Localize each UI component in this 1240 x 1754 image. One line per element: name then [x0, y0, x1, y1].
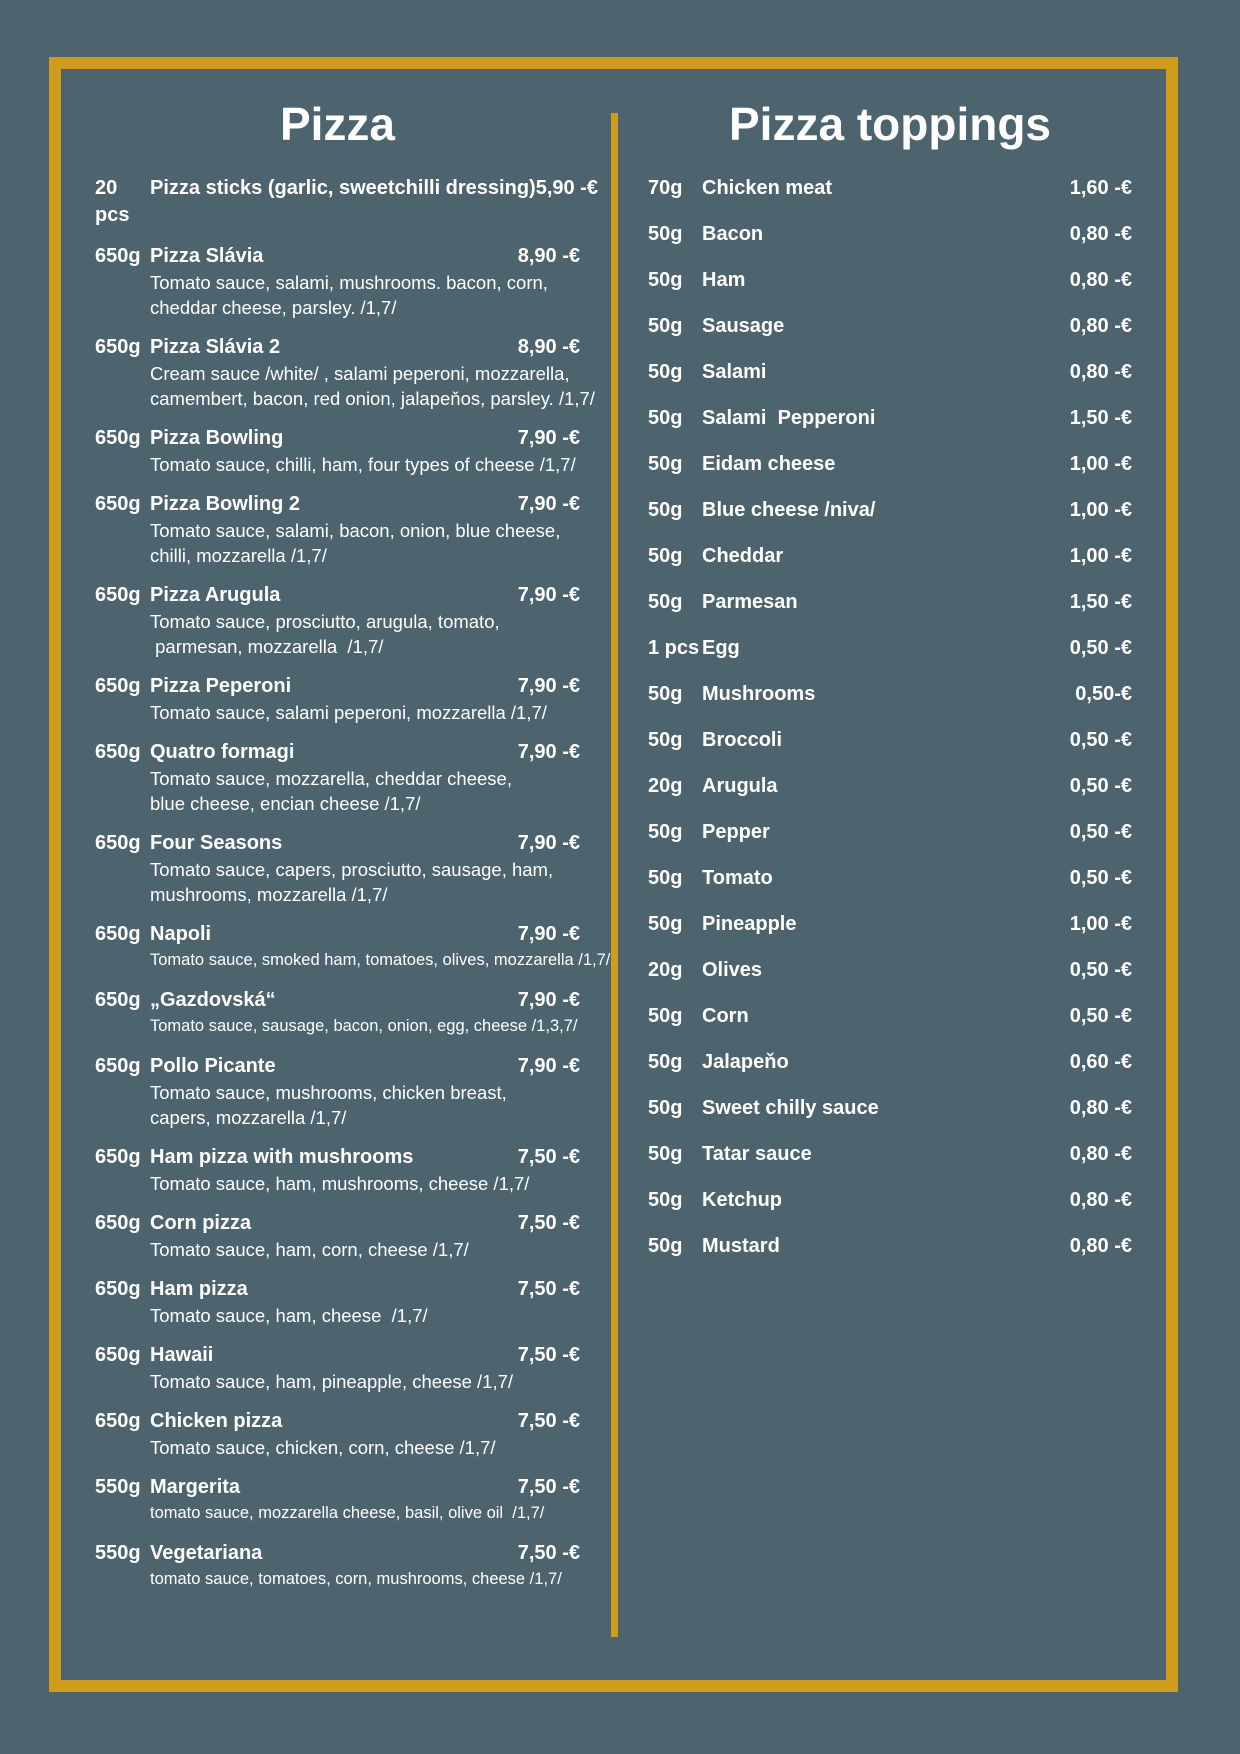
pizza-item-row	[95, 739, 580, 766]
item-weight: 650g	[95, 831, 141, 854]
item-description	[150, 1567, 580, 1592]
pizza-list-item	[95, 1408, 580, 1460]
pizza-list-item	[95, 921, 611, 973]
topping-price: 0,80 -€	[1069, 314, 1132, 337]
item-price: 7,90 -€	[517, 831, 580, 854]
item-weight: 650g	[95, 426, 141, 449]
toppings-list	[648, 175, 1132, 1260]
topping-weight: 50g	[648, 912, 683, 935]
item-name: Pollo Picante	[150, 1054, 276, 1077]
item-description-line: Tomato sauce, salami peperoni, mozzarella /1,7/	[150, 701, 547, 723]
item-description-line: Tomato sauce, prosciutto, arugula, tomato,	[150, 610, 500, 632]
item-name: Pizza Slávia	[150, 244, 264, 267]
topping-list-item	[648, 819, 1132, 846]
topping-name: Mushrooms	[702, 682, 816, 705]
item-description	[150, 1369, 580, 1394]
pizza-item-row	[95, 334, 580, 361]
item-name: Chicken pizza	[150, 1409, 283, 1432]
topping-name: Arugula	[702, 774, 778, 797]
item-description	[150, 700, 580, 725]
item-price: 7,90 -€	[517, 492, 580, 515]
item-price: 7,90 -€	[517, 583, 580, 606]
pizza-item-row	[95, 491, 580, 518]
topping-weight: 50g	[648, 544, 683, 567]
pizza-section-title: Pizza	[279, 98, 396, 150]
topping-price: 0,80 -€	[1069, 222, 1132, 245]
item-description	[150, 452, 580, 477]
topping-name: Eidam cheese	[702, 452, 836, 475]
item-description-line: Cream sauce /white/ , salami peperoni, mozzarella,	[150, 362, 570, 384]
topping-name: Tomato	[702, 866, 773, 889]
toppings-section	[648, 98, 1132, 1279]
topping-list-item	[648, 727, 1132, 754]
topping-price: 0,80 -€	[1069, 1188, 1132, 1211]
item-description-line: chilli, mozzarella /1,7/	[150, 544, 327, 566]
topping-price: 0,80 -€	[1069, 360, 1132, 383]
pizza-list-item	[95, 425, 580, 477]
topping-name: Salami	[702, 360, 767, 383]
item-name: Four Seasons	[150, 831, 283, 854]
topping-price: 0,50 -€	[1069, 958, 1132, 981]
topping-price: 0,60 -€	[1069, 1050, 1132, 1073]
topping-name: Parmesan	[702, 590, 798, 613]
topping-list-item	[648, 313, 1132, 340]
item-name: Pizza Bowling 2	[150, 492, 301, 515]
item-description	[150, 857, 580, 907]
item-description-line: Tomato sauce, chicken, corn, cheese /1,7/	[150, 1436, 496, 1458]
item-name: Pizza Arugula	[150, 583, 281, 606]
pizza-list-item	[95, 1210, 580, 1262]
pizza-list-item	[95, 1144, 580, 1196]
item-description-line: Tomato sauce, salami, bacon, onion, blue cheese,	[150, 519, 561, 541]
item-description-line: blue cheese, encian cheese /1,7/	[150, 792, 421, 814]
topping-weight: 20g	[648, 958, 683, 981]
topping-weight: 20g	[648, 774, 683, 797]
item-price: 7,90 -€	[517, 922, 580, 945]
item-weight: 20 pcs	[95, 176, 130, 226]
topping-name: Ham	[702, 268, 746, 291]
item-name: Corn pizza	[150, 1211, 252, 1234]
item-description-line: Tomato sauce, salami, mushrooms. bacon, corn,	[150, 271, 548, 293]
pizza-item-row	[95, 425, 580, 452]
topping-name: Salami Pepperoni	[702, 406, 876, 429]
pizza-item-row	[95, 1474, 580, 1501]
pizza-list	[95, 175, 611, 1592]
item-description	[150, 361, 595, 411]
item-description-line: parmesan, mozzarella /1,7/	[150, 635, 384, 657]
item-weight: 650g	[95, 1211, 141, 1234]
topping-list-item	[648, 865, 1132, 892]
topping-list-item	[648, 1049, 1132, 1076]
topping-list-item	[648, 681, 1132, 708]
item-description-line: Tomato sauce, ham, mushrooms, cheese /1,7/	[150, 1172, 530, 1194]
pizza-item-row	[95, 175, 598, 229]
topping-weight: 50g	[648, 314, 683, 337]
topping-name: Blue cheese /niva/	[702, 498, 876, 521]
item-name: Napoli	[150, 922, 212, 945]
topping-list-item	[648, 267, 1132, 294]
topping-weight: 50g	[648, 222, 683, 245]
item-description-line: Tomato sauce, mozzarella, cheddar cheese,	[150, 767, 512, 789]
pizza-list-item	[95, 582, 580, 659]
topping-weight: 50g	[648, 590, 683, 613]
topping-list-item	[648, 1233, 1132, 1260]
topping-price: 0,50 -€	[1069, 866, 1132, 889]
topping-weight: 50g	[648, 268, 683, 291]
topping-price: 0,50 -€	[1069, 774, 1132, 797]
topping-price: 1,00 -€	[1069, 544, 1132, 567]
topping-list-item	[648, 589, 1132, 616]
topping-price: 0,50 -€	[1069, 1004, 1132, 1027]
item-weight: 650g	[95, 1409, 141, 1432]
item-description	[150, 766, 580, 816]
item-name: Pizza Peperoni	[150, 674, 292, 697]
topping-list-item	[648, 957, 1132, 984]
item-weight: 650g	[95, 335, 141, 358]
item-description	[150, 1080, 580, 1130]
item-weight: 550g	[95, 1475, 141, 1498]
topping-name: Sweet chilly sauce	[702, 1096, 879, 1119]
item-weight: 650g	[95, 1343, 141, 1366]
topping-list-item	[648, 1187, 1132, 1214]
topping-weight: 50g	[648, 406, 683, 429]
item-weight: 650g	[95, 1054, 141, 1077]
topping-list-item	[648, 1141, 1132, 1168]
pizza-item-row	[95, 921, 580, 948]
item-price: 7,90 -€	[517, 740, 580, 763]
pizza-item-row	[95, 1144, 580, 1171]
item-weight: 650g	[95, 922, 141, 945]
topping-name: Corn	[702, 1004, 749, 1027]
item-weight: 650g	[95, 492, 141, 515]
topping-price: 0,50 -€	[1069, 636, 1132, 659]
item-price: 7,50 -€	[517, 1145, 580, 1168]
pizza-list-item	[95, 987, 580, 1039]
item-description	[150, 1014, 580, 1039]
item-name: Pizza Bowling	[150, 426, 284, 449]
item-name: Ham pizza	[150, 1277, 248, 1300]
pizza-list-item	[95, 1276, 580, 1328]
topping-weight: 50g	[648, 360, 683, 383]
topping-list-item	[648, 1095, 1132, 1122]
topping-list-item	[648, 773, 1132, 800]
topping-list-item	[648, 911, 1132, 938]
topping-name: Jalapeňo	[702, 1050, 789, 1073]
item-description-line: camembert, bacon, red onion, jalapeňos, parsley. /1,7/	[150, 387, 595, 409]
item-description-line: mushrooms, mozzarella /1,7/	[150, 883, 388, 905]
topping-weight: 50g	[648, 1142, 683, 1165]
topping-list-item	[648, 543, 1132, 570]
topping-name: Sausage	[702, 314, 785, 337]
pizza-list-item	[95, 1540, 580, 1592]
topping-price: 0,50 -€	[1069, 820, 1132, 843]
pizza-item-row	[95, 243, 580, 270]
item-description-line: Tomato sauce, ham, cheese /1,7/	[150, 1304, 428, 1326]
topping-price: 0,80 -€	[1069, 1096, 1132, 1119]
pizza-list-item	[95, 1342, 580, 1394]
topping-list-item	[648, 175, 1132, 202]
topping-price: 0,50 -€	[1069, 728, 1132, 751]
item-price: 7,50 -€	[517, 1541, 580, 1564]
item-price: 7,90 -€	[517, 988, 580, 1011]
item-price: 7,50 -€	[517, 1409, 580, 1432]
item-weight: 650g	[95, 1277, 141, 1300]
item-description	[150, 609, 580, 659]
pizza-item-row	[95, 1210, 580, 1237]
topping-price: 0,50-€	[1075, 682, 1132, 705]
topping-weight: 50g	[648, 1004, 683, 1027]
pizza-list-item	[95, 243, 580, 320]
item-name: Hawaii	[150, 1343, 214, 1366]
topping-price: 0,80 -€	[1069, 268, 1132, 291]
item-description	[150, 270, 580, 320]
item-weight: 650g	[95, 740, 141, 763]
topping-weight: 50g	[648, 728, 683, 751]
item-description-line: Tomato sauce, ham, pineapple, cheese /1,7/	[150, 1370, 514, 1392]
item-weight: 650g	[95, 674, 141, 697]
topping-price: 1,50 -€	[1069, 590, 1132, 613]
topping-list-item	[648, 635, 1132, 662]
item-name: Quatro formagi	[150, 740, 295, 763]
item-price: 7,90 -€	[517, 674, 580, 697]
topping-name: Pepper	[702, 820, 770, 843]
topping-list-item	[648, 1003, 1132, 1030]
item-name: Vegetariana	[150, 1541, 263, 1564]
item-name: „Gazdovská“	[150, 988, 276, 1011]
item-description	[150, 1303, 580, 1328]
topping-weight: 70g	[648, 176, 683, 199]
pizza-item-row	[95, 582, 580, 609]
pizza-item-row	[95, 1540, 580, 1567]
item-name: Margerita	[150, 1475, 241, 1498]
item-price: 7,50 -€	[517, 1277, 580, 1300]
item-description-line: tomato sauce, tomatoes, corn, mushrooms, cheese /1,7/	[150, 1569, 562, 1588]
item-description-line: cheddar cheese, parsley. /1,7/	[150, 296, 397, 318]
topping-weight: 50g	[648, 498, 683, 521]
item-price: 7,50 -€	[517, 1475, 580, 1498]
pizza-list-item	[95, 673, 580, 725]
item-description	[150, 1171, 580, 1196]
topping-name: Egg	[702, 636, 740, 659]
item-description-line: Tomato sauce, smoked ham, tomatoes, olives, mozzarella /1,7/	[150, 950, 611, 969]
pizza-list-item	[95, 175, 598, 229]
pizza-list-item	[95, 1474, 580, 1526]
column-divider	[611, 113, 618, 1637]
topping-list-item	[648, 497, 1132, 524]
item-price: 7,90 -€	[517, 426, 580, 449]
topping-name: Tatar sauce	[702, 1142, 812, 1165]
item-description-line: Tomato sauce, sausage, bacon, onion, egg, cheese /1,3,7/	[150, 1016, 578, 1035]
topping-name: Olives	[702, 958, 763, 981]
pizza-item-row	[95, 1342, 580, 1369]
item-weight: 650g	[95, 244, 141, 267]
item-description	[150, 518, 580, 568]
pizza-list-item	[95, 830, 580, 907]
pizza-list-item	[95, 1053, 580, 1130]
item-name: Pizza Slávia 2	[150, 335, 281, 358]
topping-price: 1,00 -€	[1069, 452, 1132, 475]
item-price: 7,90 -€	[517, 1054, 580, 1077]
item-description	[150, 1237, 580, 1262]
pizza-item-row	[95, 987, 580, 1014]
item-description-line: Tomato sauce, capers, prosciutto, sausage, ham,	[150, 858, 554, 880]
item-description	[150, 1435, 580, 1460]
topping-name: Pineapple	[702, 912, 797, 935]
item-price: 8,90 -€	[517, 244, 580, 267]
topping-name: Ketchup	[702, 1188, 782, 1211]
topping-name: Mustard	[702, 1234, 780, 1257]
topping-list-item	[648, 221, 1132, 248]
item-price: 8,90 -€	[517, 335, 580, 358]
item-weight: 650g	[95, 583, 141, 606]
item-price: 7,50 -€	[517, 1211, 580, 1234]
topping-weight: 50g	[648, 1234, 683, 1257]
topping-price: 1,00 -€	[1069, 498, 1132, 521]
item-price: 5,90 -€	[535, 176, 598, 199]
item-name: Pizza sticks (garlic, sweetchilli dressing)	[150, 176, 536, 199]
pizza-item-row	[95, 1408, 580, 1435]
item-price: 7,50 -€	[517, 1343, 580, 1366]
topping-list-item	[648, 359, 1132, 386]
item-description-line: tomato sauce, mozzarella cheese, basil, olive oil /1,7/	[150, 1503, 545, 1522]
topping-name: Cheddar	[702, 544, 784, 567]
topping-name: Chicken meat	[702, 176, 833, 199]
topping-weight: 50g	[648, 682, 683, 705]
item-description-line: Tomato sauce, ham, corn, cheese /1,7/	[150, 1238, 469, 1260]
topping-list-item	[648, 405, 1132, 432]
topping-weight: 50g	[648, 452, 683, 475]
topping-price: 1,00 -€	[1069, 912, 1132, 935]
item-description-line: capers, mozzarella /1,7/	[150, 1106, 347, 1128]
topping-price: 1,50 -€	[1069, 406, 1132, 429]
pizza-item-row	[95, 673, 580, 700]
topping-price: 1,60 -€	[1069, 176, 1132, 199]
pizza-section	[95, 98, 611, 1606]
topping-name: Broccoli	[702, 728, 783, 751]
item-description	[150, 948, 611, 973]
item-description-line: Tomato sauce, chilli, ham, four types of cheese /1,7/	[150, 453, 576, 475]
item-weight: 550g	[95, 1541, 141, 1564]
toppings-section-title: Pizza toppings	[729, 98, 1051, 150]
topping-weight: 50g	[648, 820, 683, 843]
topping-weight: 50g	[648, 1096, 683, 1119]
pizza-item-row	[95, 1053, 580, 1080]
item-weight: 650g	[95, 988, 141, 1011]
topping-price: 0,80 -€	[1069, 1142, 1132, 1165]
pizza-item-row	[95, 830, 580, 857]
item-name: Ham pizza with mushrooms	[150, 1145, 414, 1168]
topping-list-item	[648, 451, 1132, 478]
topping-price: 0,80 -€	[1069, 1234, 1132, 1257]
topping-weight: 50g	[648, 1188, 683, 1211]
pizza-list-item	[95, 739, 580, 816]
topping-name: Bacon	[702, 222, 764, 245]
pizza-item-row	[95, 1276, 580, 1303]
item-description	[150, 1501, 580, 1526]
pizza-list-item	[95, 334, 595, 411]
topping-weight: 50g	[648, 1050, 683, 1073]
item-weight: 650g	[95, 1145, 141, 1168]
item-description-line: Tomato sauce, mushrooms, chicken breast,	[150, 1081, 507, 1103]
pizza-list-item	[95, 491, 580, 568]
topping-weight: 50g	[648, 866, 683, 889]
topping-weight: 1 pcs	[648, 636, 700, 659]
